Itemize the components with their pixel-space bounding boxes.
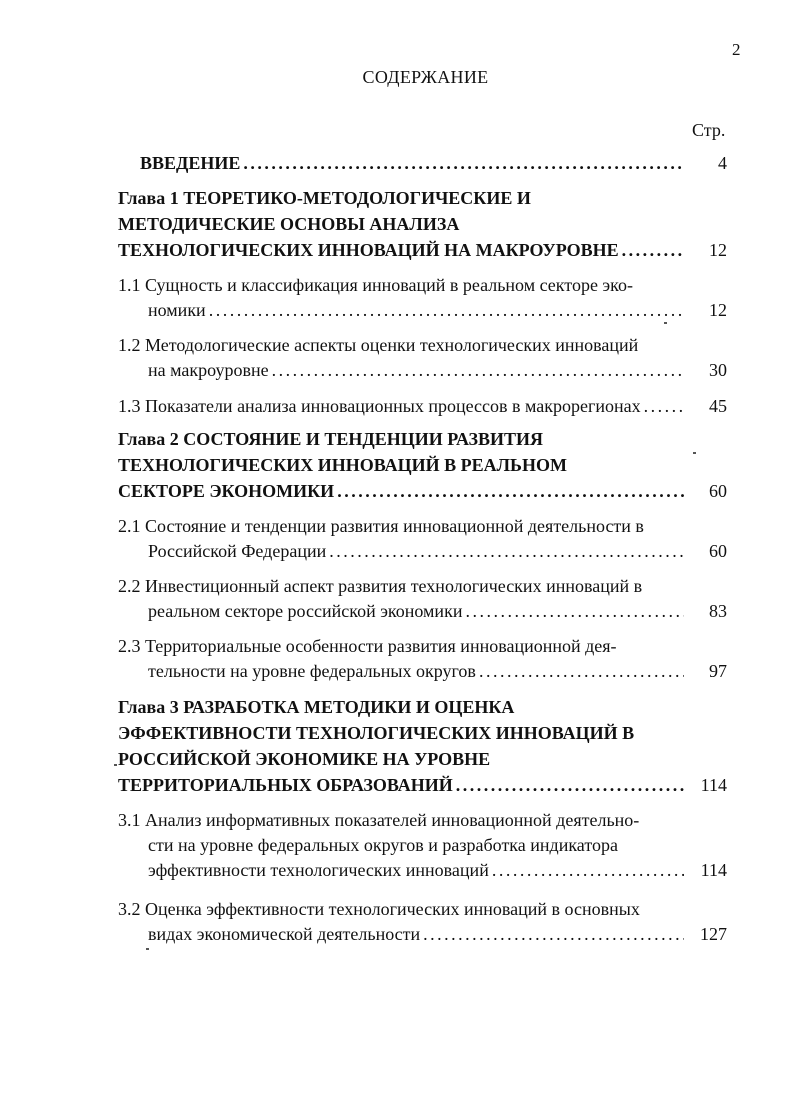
toc-entry-page: 114 (700, 775, 727, 795)
toc-entry-title-line: видах экономической деятельности (148, 924, 421, 944)
toc-entry-title-line: 2.1 Состояние и тенденции развития инновационной деятельности в (118, 516, 644, 536)
dot-leader (329, 539, 684, 564)
dot-leader (465, 599, 684, 624)
toc-entry-title-line: тельности на уровне федеральных округов (148, 661, 476, 681)
toc-entry-chapter-1[interactable] (118, 185, 727, 263)
toc-entry-title-line: 1.3 Показатели анализа инновационных процессов в макрорегионах (118, 396, 641, 416)
dot-leader (456, 772, 684, 798)
toc-entry-chapter-3[interactable] (118, 694, 727, 798)
toc-entry-title-line: МЕТОДИЧЕСКИЕ ОСНОВЫ АНАЛИЗА (118, 214, 460, 234)
toc-entry-title-line: реальном секторе российской экономики (148, 601, 463, 621)
toc-entry-section-3-1[interactable] (118, 808, 727, 883)
scan-speck (693, 452, 696, 454)
scan-speck (114, 764, 117, 766)
dot-leader (622, 237, 684, 263)
toc-entry-section-3-2[interactable] (118, 897, 727, 947)
toc-entry-title-line: Российской Федерации (148, 541, 327, 561)
toc-entry-title-line: 3.1 Анализ информативных показателей инновационной деятельно- (118, 810, 640, 830)
toc-entry-section-2-3[interactable] (118, 634, 727, 684)
toc-entry-page: 45 (709, 396, 727, 416)
toc-entry-title-line: ТЕХНОЛОГИЧЕСКИХ ИННОВАЦИЙ В РЕАЛЬНОМ (118, 455, 567, 475)
toc-entry-title-line: 2.2 Инвестиционный аспект развития технологических инноваций в (118, 576, 643, 596)
toc-entry-section-1-2[interactable] (118, 333, 727, 383)
toc-entry-page: 12 (709, 240, 727, 260)
toc-entry-title-line: ТЕРРИТОРИАЛЬНЫХ ОБРАЗОВАНИЙ (118, 775, 453, 795)
toc-entry-title-line: ТЕХНОЛОГИЧЕСКИХ ИННОВАЦИЙ НА МАКРОУРОВНЕ (118, 240, 619, 260)
toc-entry-title-line: 2.3 Территориальные особенности развития инновационной дея- (118, 636, 617, 656)
dot-leader (243, 150, 684, 176)
page-column-label: Стр. (692, 120, 726, 140)
toc-entry-section-1-3[interactable] (118, 394, 727, 419)
dot-leader (209, 298, 684, 323)
dot-leader (492, 858, 684, 883)
toc-entry-page: 12 (709, 300, 727, 320)
toc-entry-title-line: сти на уровне федеральных округов и разработка индикатора (148, 835, 618, 855)
toc-entry-page: 30 (709, 360, 727, 380)
toc-entry-page: 60 (709, 541, 727, 561)
toc-entry-title-line: СЕКТОРЕ ЭКОНОМИКИ (118, 481, 335, 501)
toc-entry-page: 127 (700, 924, 727, 944)
dot-leader (272, 358, 684, 383)
page-number: 2 (732, 40, 741, 59)
toc-entry-page: 97 (709, 661, 727, 681)
toc-entry-page: 4 (718, 153, 727, 173)
toc-entry-title-line: ЭФФЕКТИВНОСТИ ТЕХНОЛОГИЧЕСКИХ ИННОВАЦИЙ В (118, 723, 635, 743)
toc-entry-section-1-1[interactable] (118, 273, 727, 323)
dot-leader (644, 394, 684, 419)
toc-entry-title-line: 1.1 Сущность и классификация инноваций в реальном секторе эко- (118, 275, 633, 295)
toc-entry-title-line: 3.2 Оценка эффективности технологических инноваций в основных (118, 899, 640, 919)
toc-entry-title-line: 1.2 Методологические аспекты оценки технологических инноваций (118, 335, 639, 355)
toc-entry-page: 83 (709, 601, 727, 621)
toc-entry-title-line: Глава 3 РАЗРАБОТКА МЕТОДИКИ И ОЦЕНКА (118, 697, 515, 717)
toc-entry-title-line: Глава 1 ТЕОРЕТИКО-МЕТОДОЛОГИЧЕСКИЕ И (118, 188, 531, 208)
toc-entry-title-line: РОССИЙСКОЙ ЭКОНОМИКЕ НА УРОВНЕ (118, 749, 491, 769)
toc-entry-title: ВВЕДЕНИЕ (140, 153, 241, 173)
toc-entry-page: 60 (709, 481, 727, 501)
scan-speck (146, 948, 149, 950)
dot-leader (423, 922, 684, 947)
toc-entry-section-2-2[interactable] (118, 574, 727, 624)
dot-leader (337, 478, 684, 504)
toc-entry-title-line: Глава 2 СОСТОЯНИЕ И ТЕНДЕНЦИИ РАЗВИТИЯ (118, 429, 544, 449)
toc-entry-title-line: на макроуровне (148, 360, 269, 380)
toc-entry-introduction[interactable] (140, 150, 727, 176)
toc-entry-title-line: номики (148, 300, 206, 320)
toc-entry-section-2-1[interactable] (118, 514, 727, 564)
toc-entry-title-line: эффективности технологических инноваций (148, 860, 489, 880)
toc-entry-chapter-2[interactable] (118, 426, 727, 504)
toc-entry-page: 114 (700, 860, 727, 880)
page-title: СОДЕРЖАНИЕ (362, 67, 489, 87)
dot-leader (479, 659, 684, 684)
scan-speck (664, 322, 667, 324)
